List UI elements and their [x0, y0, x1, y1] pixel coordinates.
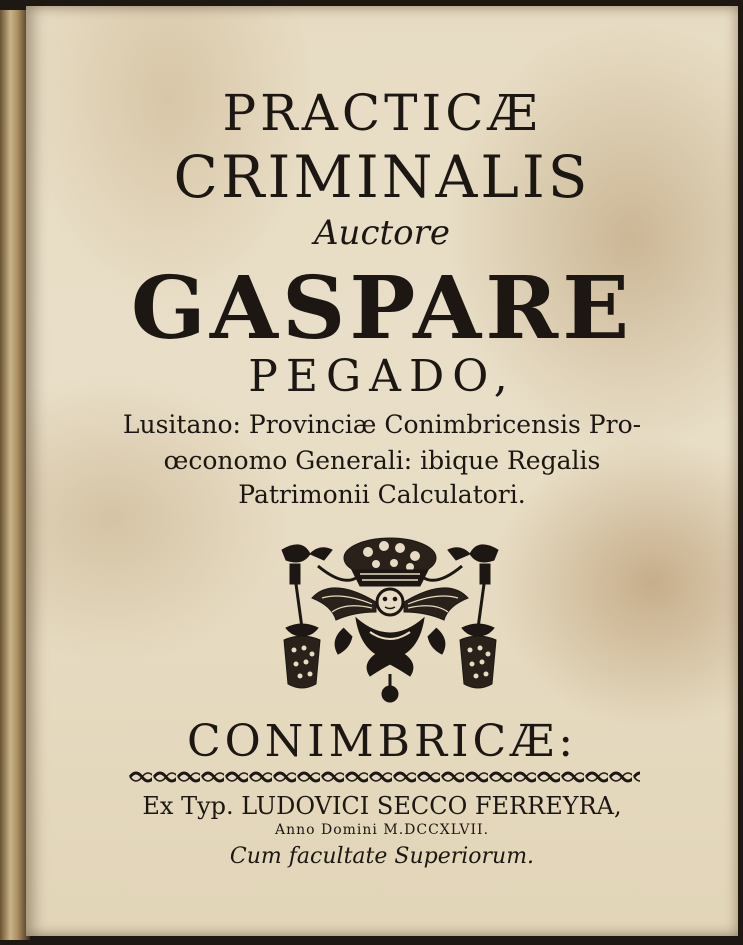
author-description-1: Lusitano: Provinciæ Conimbricensis Pro- — [122, 410, 642, 439]
author-first-name: GASPARE — [130, 258, 634, 359]
title-line-2: CRIMINALIS — [173, 143, 591, 211]
author-last-name: PEGADO, — [248, 351, 516, 402]
title-line-1: PRACTICÆ — [222, 84, 542, 142]
title-page — [26, 6, 738, 936]
year-line: Anno Domini M.DCCXLVII. — [274, 822, 490, 838]
auctore-line: Auctore — [314, 213, 450, 253]
place-of-publication: CONIMBRICÆ: — [186, 716, 578, 767]
author-description-3: Patrimonii Calculatori. — [238, 480, 526, 509]
printer-line: Ex Typ. LUDOVICI SECCO FERREYRA, — [142, 792, 622, 820]
winged-cherub-basket-woodcut-icon — [272, 536, 508, 708]
author-description-2: œconomo Generali: ibique Regalis — [163, 446, 601, 475]
license-line: Cum facultate Superiorum. — [229, 844, 535, 869]
chain-rule-icon — [128, 768, 640, 786]
